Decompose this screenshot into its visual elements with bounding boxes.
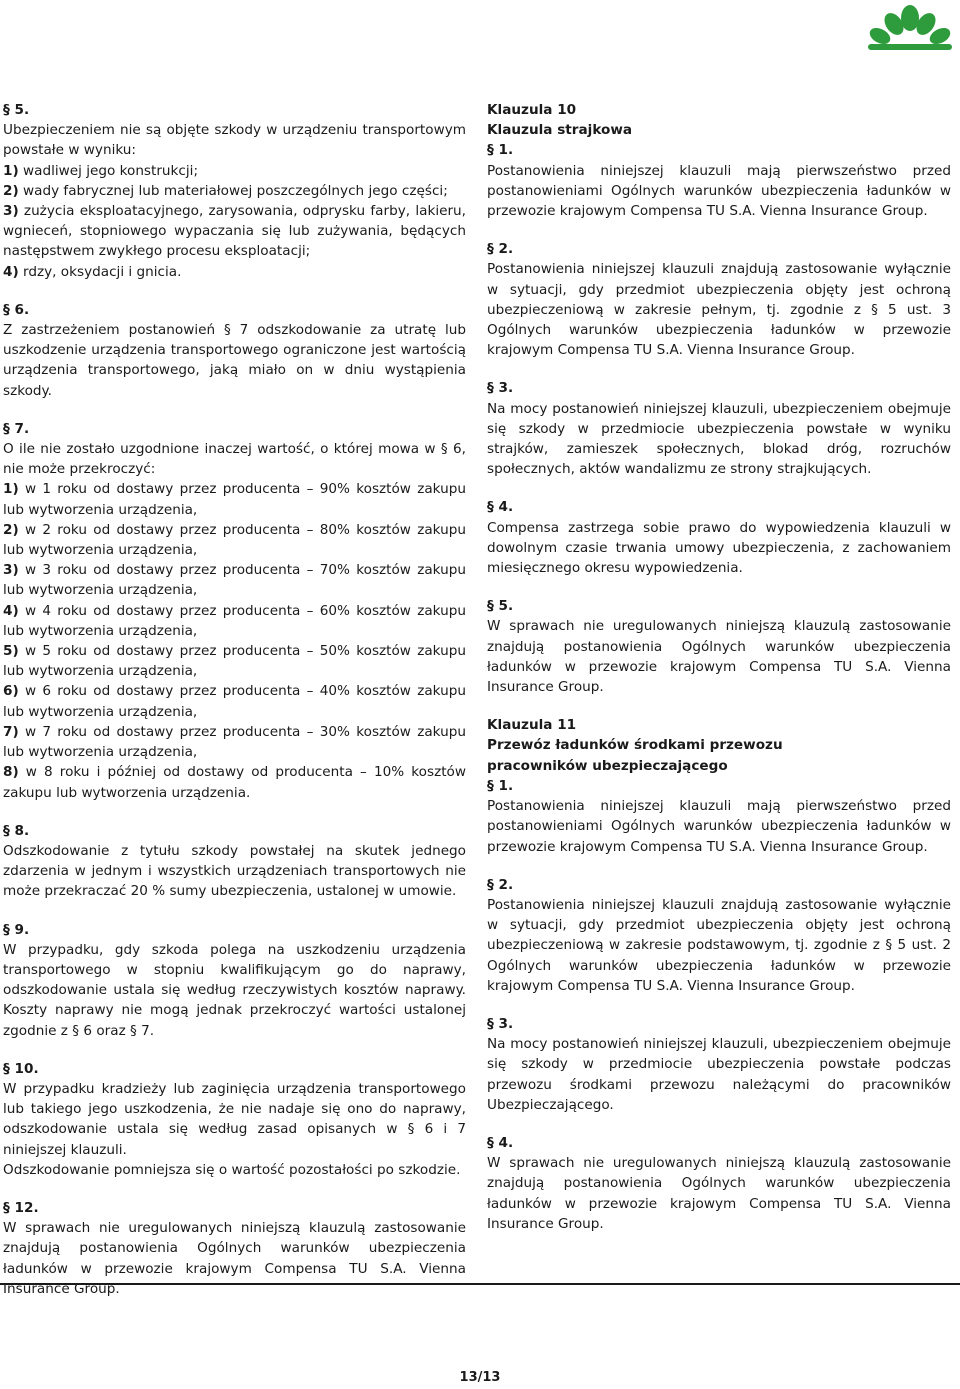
section-10-text-2: Odszkodowanie pomniejsza się o wartość pozostałości po szkodzie. — [3, 1161, 461, 1178]
list-item: 5) w 5 roku od dostawy przez producenta – 50% kosztów zakupu lub wytworzenia urządzenia, — [3, 643, 466, 680]
clause-10-p4-text: Compensa zastrzega sobie prawo do wypowiedzenia klauzuli w dowolnym czasie trwania umowy ubezpieczenia, z zachowaniem miesięcznego okresu wypowiedzenia. — [487, 519, 951, 577]
clause-10-p2-heading: § 2. — [487, 241, 514, 258]
clause-11-p4-heading: § 4. — [487, 1134, 514, 1151]
footer-divider — [0, 1283, 960, 1285]
page-number: 13/13 — [459, 1370, 501, 1385]
list-item: 8) w 8 roku i później od dostawy od producenta – 10% kosztów zakupu lub wytworzenia urządzenia. — [3, 764, 466, 801]
clause-11-p3-text: Na mocy postanowień niniejszej klauzuli, ubezpieczeniem obejmuje się szkody w przedmiocie ubezpieczenia powstałe podczas przewozu środkami przewozu należącymi do pracowników Ubezpieczającego. — [487, 1036, 951, 1113]
clause-10-p5-heading: § 5. — [487, 598, 514, 615]
list-item: 6) w 6 roku od dostawy przez producenta – 40% kosztów zakupu lub wytworzenia urządzenia, — [3, 683, 466, 720]
clause-10-p4-heading: § 4. — [487, 499, 514, 516]
section-5-intro: Ubezpieczeniem nie są objęte szkody w urządzeniu transportowym powstałe w wyniku: — [3, 122, 466, 159]
section-5-heading: § 5. — [3, 102, 30, 118]
section-10-heading: § 10. — [3, 1060, 39, 1077]
list-item: 1) w 1 roku od dostawy przez producenta – 90% kosztów zakupu lub wytworzenia urządzenia, — [3, 481, 466, 518]
clause-10-p5-text: W sprawach nie uregulowanych niniejszą klauzulą zastosowanie znajdują postanowienia Ogólnych warunków ubezpieczenia ładunków w przewozie krajowym Compensa TU S.A. Vienna Insurance Group. — [487, 618, 951, 696]
clause-11-title: Klauzula 11 — [487, 717, 577, 734]
clause-10-p1-text: Postanowienia niniejszej klauzuli mają pierwszeństwo przed postanowieniami Ogólnych warunków ubezpieczenia ładunków w przewozie krajowym Compensa TU S.A. Vienna Insurance Group. — [487, 162, 951, 220]
clause-11-subtitle: Przewóz ładunków środkami przewozu pracowników ubezpieczającego — [487, 737, 783, 774]
section-5 — [3, 100, 466, 282]
clause-11-p3-heading: § 3. — [487, 1015, 514, 1032]
list-item: 2) w 2 roku od dostawy przez producenta – 80% kosztów zakupu lub wytworzenia urządzenia, — [3, 521, 466, 559]
clause-11-p2-heading: § 2. — [487, 876, 514, 893]
clause-11-p1-text: Postanowienia niniejszej klauzuli mają pierwszeństwo przed postanowieniami Ogólnych warunków ubezpieczenia ładunków w przewozie krajowym Compensa TU S.A. Vienna Insurance Group. — [487, 798, 951, 855]
clause-10-p2-text: Postanowienia niniejszej klauzuli znajdują zastosowanie wyłącznie w sytuacji, gdy przedmiot ubezpieczenia objęty jest ochroną ubezpieczeniową w zakresie pełnym, tj. zgodnie z § 5 ust. 3 Ogólnych warunków ubezpieczenia ładunków w przewozie krajowym Compensa TU S.A. Vienna Insurance Group. — [487, 261, 951, 359]
clause-11-p2-text: Postanowienia niniejszej klauzuli znajdują zastosowanie wyłącznie w sytuacji, gdy przedmiot ubezpieczenia objęty jest ochroną ubezpieczeniową w zakresie podstawowym, tj. zgodnie z § 5 ust. 2 Ogólnych warunków ubezpieczenia ładunków w przewozie krajowym Compensa TU S.A. Vienna Insurance Group. — [487, 896, 951, 994]
section-6 — [3, 300, 466, 401]
section-6-text: Z zastrzeżeniem postanowień § 7 odszkodowanie za utratę lub uszkodzenie urządzenia transportowego ograniczone jest wartością urządzenia transportowego, jaką miało on w dniu wystąpienia szkody. — [3, 322, 466, 399]
section-12-heading: § 12. — [3, 1199, 39, 1216]
section-8-text: Odszkodowanie z tytułu szkody powstałej na skutek jednego zdarzenia w jednym i wszystkich urządzeniach transportowych nie może przekraczać 20 % sumy ubezpieczenia, ustalonej w umowie. — [3, 842, 466, 900]
clause-10 — [487, 100, 951, 697]
section-10 — [3, 1059, 466, 1180]
list-item: 7) w 7 roku od dostawy przez producenta – 30% kosztów zakupu lub wytworzenia urządzenia, — [3, 723, 466, 761]
compensa-leaf-logo-icon — [864, 4, 956, 54]
section-7-intro: O ile nie zostało uzgodnione inaczej wartość, o której mowa w § 6, nie może przekroczyć: — [3, 441, 466, 478]
clause-10-p3-heading: § 3. — [487, 380, 514, 397]
clause-10-subtitle: Klauzula strajkowa — [487, 122, 633, 139]
section-12-text: W sprawach nie uregulowanych niniejszą klauzulą zastosowanie znajdują postanowienia Ogólnych warunków ubezpieczenia ładunków w przewozie krajowym Compensa TU S.A. Vienna Insurance Group. — [3, 1220, 466, 1297]
clause-10-title: Klauzula 10 — [487, 102, 577, 118]
left-column — [3, 100, 466, 1317]
section-8-heading: § 8. — [3, 822, 30, 839]
clause-10-p3-text: Na mocy postanowień niniejszej klauzuli, ubezpieczeniem obejmuje się szkody w przedmiocie ubezpieczenia powstałe w wyniku strajków, zamieszek społecznych, blokad dróg, rozruchów społecznych, aktów wandalizmu ze strony strajkujących. — [487, 400, 951, 478]
clause-11-p1-heading: § 1. — [487, 777, 514, 794]
right-column — [487, 100, 951, 1252]
section-7-heading: § 7. — [3, 420, 30, 437]
section-6-heading: § 6. — [3, 301, 30, 318]
section-8 — [3, 821, 466, 902]
clause-10-p1-heading: § 1. — [487, 142, 514, 159]
section-9 — [3, 920, 466, 1041]
section-9-heading: § 9. — [3, 921, 30, 938]
list-item: 4) rdzy, oksydacji i gnicia. — [3, 263, 182, 280]
section-7 — [3, 419, 466, 803]
section-10-text: W przypadku kradzieży lub zaginięcia urządzenia transportowego lub takiego jego uszkodzenia, że nie nadaje się ono do naprawy, odszkodowanie ustala się według zasad opisanych w § 6 i 7 niniejszej klauzuli. — [3, 1080, 466, 1158]
list-item: 2) wady fabrycznej lub materiałowej poszczególnych jego części; — [3, 182, 448, 199]
clause-11 — [487, 715, 951, 1234]
section-9-text: W przypadku, gdy szkoda polega na uszkodzeniu urządzenia transportowego w stopniu kwalifikującym go do naprawy, odszkodowanie ustala się według rzeczywistych kosztów naprawy. Koszty naprawy nie mogą jednak przekroczyć wartości ustalonej zgodnie z § 6 oraz § 7. — [3, 941, 466, 1039]
list-item: 3) w 3 roku od dostawy przez producenta – 70% kosztów zakupu lub wytworzenia urządzenia, — [3, 562, 466, 599]
list-item: 4) w 4 roku od dostawy przez producenta – 60% kosztów zakupu lub wytworzenia urządzenia, — [3, 602, 466, 639]
clause-11-p4-text: W sprawach nie uregulowanych niniejszą klauzulą zastosowanie znajdują postanowienia Ogólnych warunków ubezpieczenia ładunków w przewozie krajowym Compensa TU S.A. Vienna Insurance Group. — [487, 1155, 951, 1232]
list-item: 3) zużycia eksploatacyjnego, zarysowania, odprysku farby, lakieru, wgnieceń, stopniowego wypaczania się lub zużywania, będących następstwem zwykłego procesu eksploatacji; — [3, 203, 466, 260]
list-item: 1) wadliwej jego konstrukcji; — [3, 162, 199, 179]
